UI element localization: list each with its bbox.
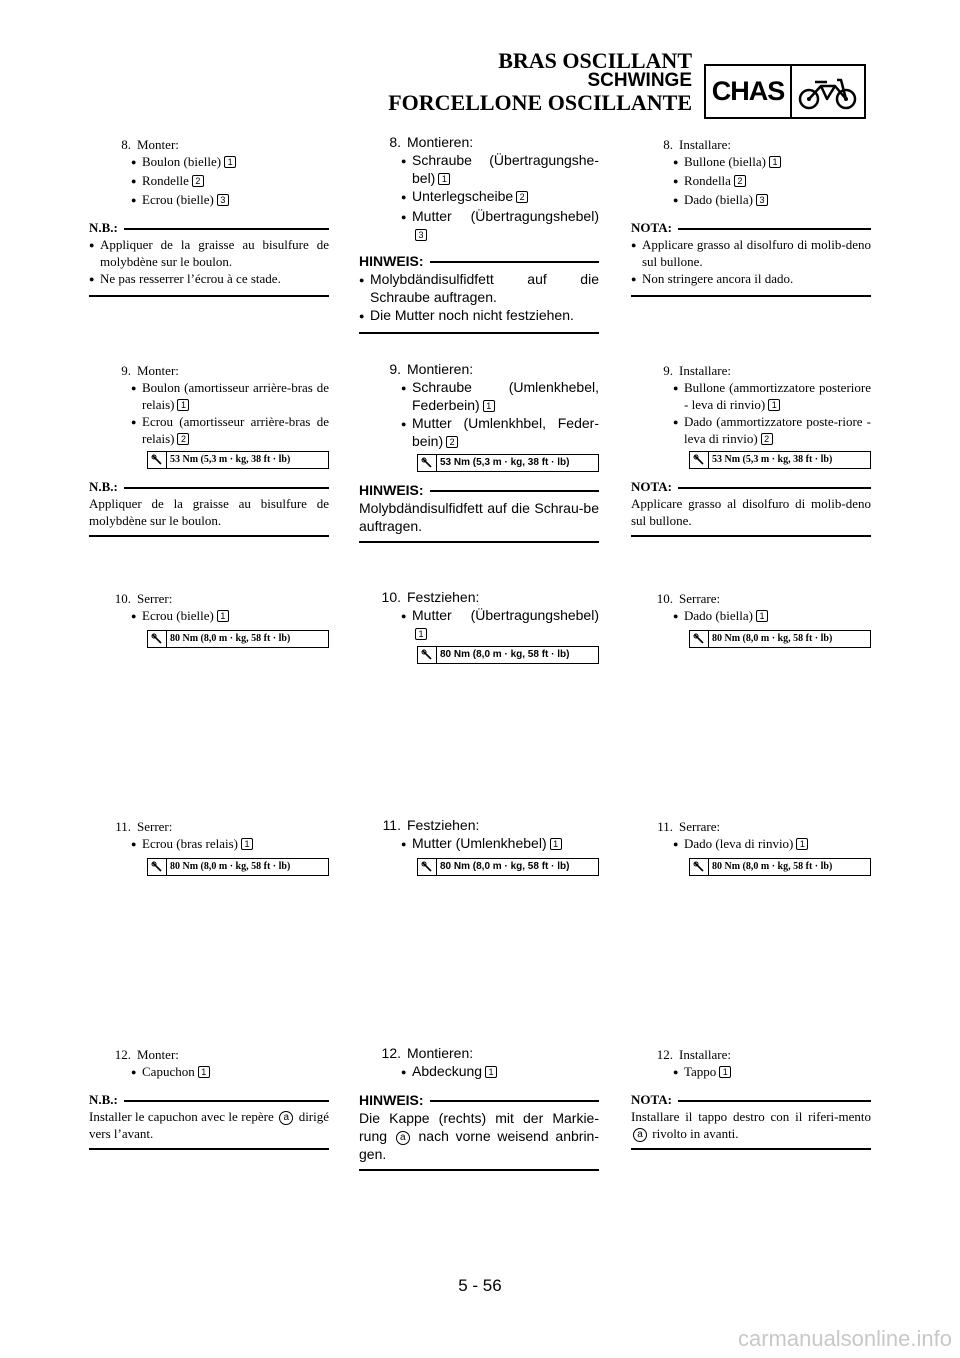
bullet-icon <box>131 172 142 191</box>
fr-step-8: 8. Monter: ● Boulon (bielle) 1 ● Rondelle 2 ● Ecrou (bielle) 3 N.B.: ● Appliquer de la graisse au bisulfure de molybdène sur le boulon. ● Ne pas resserrer l’écrou à ce stade. <box>89 136 329 297</box>
de-step-10: 10. Festziehen: ● Mutter (Übertragungshebel) 1 80 Nm (8,0 m · kg, 58 ft · lb) <box>359 588 599 664</box>
bullet-icon <box>631 236 642 270</box>
torque-wrench-icon <box>690 452 709 468</box>
torque-spec: 80 Nm (8,0 m · kg, 58 ft · lb) <box>147 630 329 648</box>
torque-wrench-icon <box>148 859 167 875</box>
note-heading: NOTA: <box>631 478 871 495</box>
bullet-icon <box>673 191 684 210</box>
bullet-icon <box>673 1063 684 1082</box>
note-heading: HINWEIS: <box>359 481 599 499</box>
bullet-icon <box>401 834 412 854</box>
de-step-9: 9. Montieren: ● Schraube (Umlenkhebel, Federbein) 1 ● Mutter (Umlenkhbel, Feder-bein) 2 53 Nm (5,3 m · kg, 38 ft · lb) HINWEIS: Molybdändisulfidfett auf die Schrau-be auftragen. <box>359 360 599 543</box>
page-number: 5 - 56 <box>458 1276 502 1295</box>
note-heading: N.B.: <box>89 219 329 236</box>
bullet-icon <box>673 607 684 626</box>
torque-wrench-icon <box>418 859 437 875</box>
note-heading: NOTA: <box>631 219 871 236</box>
bullet-icon <box>401 1062 412 1082</box>
motorcycle-icon <box>792 66 864 117</box>
note-heading: N.B.: <box>89 478 329 495</box>
torque-spec: 80 Nm (8,0 m · kg, 58 ft · lb) <box>147 858 329 876</box>
de-step-8: 8. Montieren: ● Schraube (Übertragungshe-bel) 1 ● Unterlegscheibe 2 ● Mutter (Übertragungshebel) 3 HINWEIS: ● Molybdändisulfidfett auf die Schraube auftragen. ● Die Mutter noch nicht festziehen. <box>359 133 599 334</box>
bullet-icon <box>401 207 412 243</box>
torque-spec: 80 Nm (8,0 m · kg, 58 ft · lb) <box>417 858 599 876</box>
bullet-icon <box>673 172 684 191</box>
watermark: carmanualsonline.info <box>737 1326 952 1351</box>
title-fr: BRAS OSCILLANT <box>498 48 692 73</box>
bullet-icon <box>401 151 412 187</box>
bullet-icon <box>401 187 412 207</box>
fr-step-11: 11. Serrer: ● Ecrou (bras relais) 1 80 Nm (8,0 m · kg, 58 ft · lb) <box>89 818 329 876</box>
bullet-icon <box>131 413 142 447</box>
bullet-icon <box>631 270 642 289</box>
torque-wrench-icon <box>418 647 437 663</box>
bullet-icon <box>359 270 370 306</box>
it-step-8: 8. Installare: ● Bullone (biella) 1 ● Rondella 2 ● Dado (biella) 3 NOTA: ● Applicare grasso al disolfuro di molib-deno sul bullone. ● Non stringere ancora il dado. <box>631 136 871 297</box>
section-badge <box>704 64 866 119</box>
torque-wrench-icon <box>690 631 709 647</box>
torque-wrench-icon <box>148 452 167 468</box>
torque-spec: 53 Nm (5,3 m · kg, 38 ft · lb) <box>417 454 599 472</box>
torque-spec: 80 Nm (8,0 m · kg, 58 ft · lb) <box>689 630 871 648</box>
fr-step-9: 9. Monter: ● Boulon (amortisseur arrière-bras de relais) 1 ● Ecrou (amortisseur arrière-bras de relais) 2 53 Nm (5,3 m · kg, 38 ft · lb) N.B.: Appliquer de la graisse au bisulfure de molybdène sur le boulon. <box>89 362 329 537</box>
bullet-icon <box>131 379 142 413</box>
torque-spec: 80 Nm (8,0 m · kg, 58 ft · lb) <box>689 858 871 876</box>
torque-wrench-icon <box>148 631 167 647</box>
note-heading: NOTA: <box>631 1091 871 1108</box>
bullet-icon <box>401 606 412 642</box>
it-step-9: 9. Installare: ● Bullone (ammortizzatore posteriore - leva di rinvio) 1 ● Dado (ammortizzatore poste-riore - leva di rinvio) 2 53 Nm (5,3 m · kg, 38 ft · lb) NOTA: Applicare grasso al disolfuro di molib-deno sul bullone. <box>631 362 871 537</box>
de-step-11: 11. Festziehen: ● Mutter (Umlenkhebel) 1 80 Nm (8,0 m · kg, 58 ft · lb) <box>359 816 599 876</box>
torque-wrench-icon <box>418 455 437 471</box>
bullet-icon <box>131 607 142 626</box>
bullet-icon <box>89 236 100 270</box>
it-step-10: 10. Serrare: ● Dado (biella) 1 80 Nm (8,0 m · kg, 58 ft · lb) <box>631 590 871 648</box>
torque-spec: 80 Nm (8,0 m · kg, 58 ft · lb) <box>417 646 599 664</box>
bullet-icon <box>673 413 684 447</box>
bullet-icon <box>131 191 142 210</box>
bullet-icon <box>401 414 412 450</box>
bullet-icon <box>131 153 142 172</box>
bullet-icon <box>359 306 370 326</box>
bullet-icon <box>131 1063 142 1082</box>
note-heading: HINWEIS: <box>359 252 599 270</box>
bullet-icon <box>89 270 100 289</box>
de-step-12: 12. Montieren: ● Abdeckung 1 HINWEIS: Die Kappe (rechts) mit der Markie-rung a nach vorne weisend anbrin-gen. <box>359 1044 599 1171</box>
note-heading: N.B.: <box>89 1091 329 1108</box>
torque-spec: 53 Nm (5,3 m · kg, 38 ft · lb) <box>147 451 329 469</box>
title-de: SCHWINGE <box>587 70 692 91</box>
bullet-icon <box>673 379 684 413</box>
title-it: FORCELLONE OSCILLANTE <box>388 90 692 115</box>
section-label: CHAS <box>706 66 792 117</box>
torque-spec: 53 Nm (5,3 m · kg, 38 ft · lb) <box>689 451 871 469</box>
bullet-icon <box>673 835 684 854</box>
fr-step-12: 12. Monter: ● Capuchon 1 N.B.: Installer le capuchon avec le repère a dirigé vers l’avant. <box>89 1046 329 1150</box>
bullet-icon <box>401 378 412 414</box>
fr-step-10: 10. Serrer: ● Ecrou (bielle) 1 80 Nm (8,0 m · kg, 58 ft · lb) <box>89 590 329 648</box>
bullet-icon <box>131 835 142 854</box>
note-heading: HINWEIS: <box>359 1091 599 1109</box>
torque-wrench-icon <box>690 859 709 875</box>
bullet-icon <box>673 153 684 172</box>
it-step-11: 11. Serrare: ● Dado (leva di rinvio) 1 80 Nm (8,0 m · kg, 58 ft · lb) <box>631 818 871 876</box>
it-step-12: 12. Installare: ● Tappo 1 NOTA: Installare il tappo destro con il riferi-mento a rivolto in avanti. <box>631 1046 871 1150</box>
